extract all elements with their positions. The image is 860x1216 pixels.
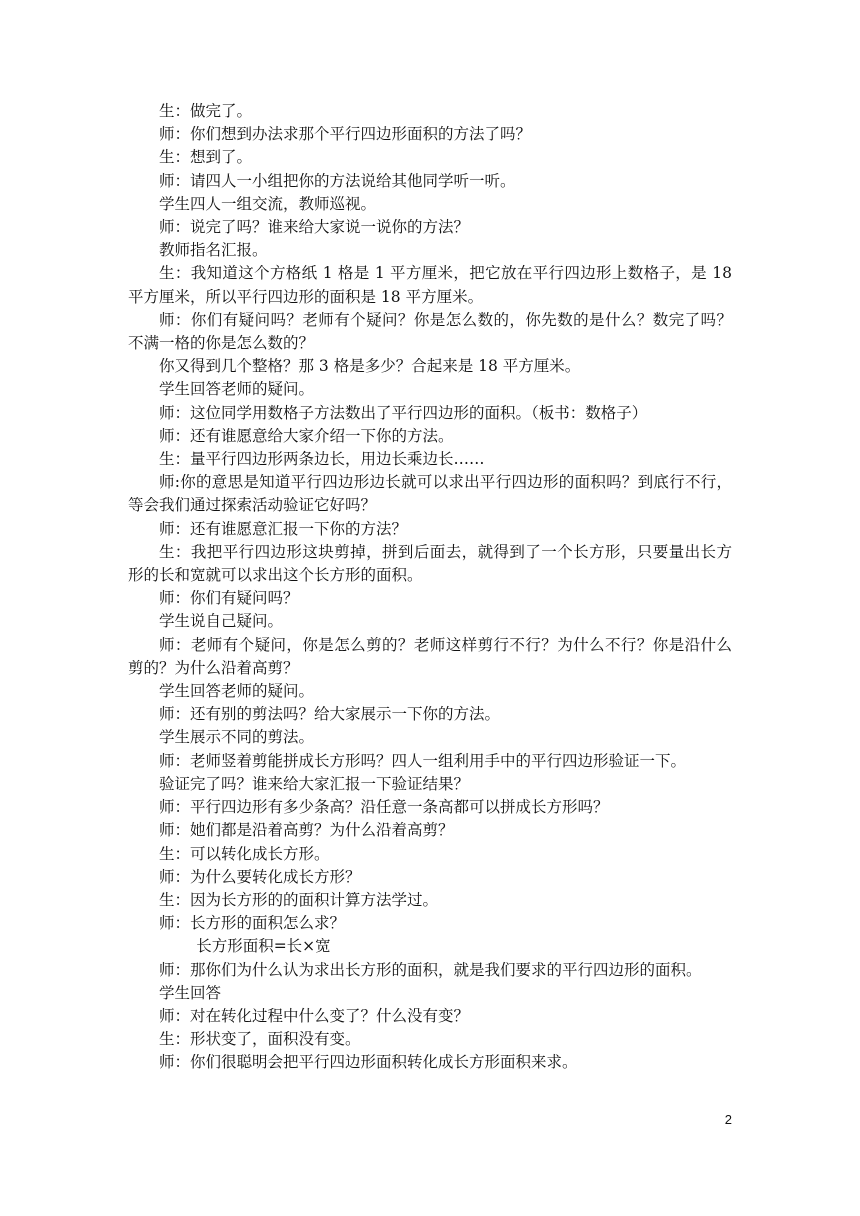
paragraph: 师：平行四边形有多少条高？沿任意一条高都可以拼成长方形吗？ — [159, 798, 609, 817]
page-number: 2 — [724, 1112, 732, 1127]
paragraph: 师：你们有疑问吗？ — [159, 589, 299, 608]
paragraph: 师：你们有疑问吗？老师有个疑问？你是怎么数的，你先数的是什么？数完了吗？不满一格的你是怎么数的？ — [128, 310, 732, 353]
paragraph: 师：为什么要转化成长方形？ — [159, 867, 361, 886]
paragraph: 师：长方形的面积怎么求？ — [159, 914, 346, 933]
paragraph: 师：请四人一小组把你的方法说给其他同学听一听。 — [159, 171, 516, 190]
formula-line: 长方形面积=长×宽 — [196, 937, 331, 956]
paragraph: 师：还有谁愿意汇报一下你的方法？ — [159, 519, 408, 538]
paragraph: 师：对在转化过程中什么变了？什么没有变？ — [159, 1006, 470, 1025]
paragraph: 师：你们想到办法求那个平行四边形面积的方法了吗？ — [159, 125, 532, 144]
paragraph: 师：还有谁愿意给大家介绍一下你的方法。 — [159, 426, 454, 445]
paragraph: 师：她们都是沿着高剪？为什么沿着高剪？ — [159, 821, 454, 840]
paragraph: 学生回答 — [159, 983, 222, 1002]
paragraph: 生：量平行四边形两条边长，用边长乘边长…… — [159, 450, 485, 469]
paragraph: 师:你的意思是知道平行四边形边长就可以求出平行四边形的面积吗？到底行不行，等会我们通过探索活动验证它好吗？ — [128, 473, 732, 515]
paragraph: 师：说完了吗？谁来给大家说一说你的方法？ — [159, 218, 470, 237]
paragraph: 学生展示不同的剪法。 — [159, 728, 315, 747]
paragraph: 教师指名汇报。 — [159, 241, 268, 260]
paragraph: 你又得到几个整格？那 3 格是多少？合起来是 18 平方厘米。 — [159, 357, 581, 376]
paragraph: 验证完了吗？谁来给大家汇报一下验证结果？ — [159, 774, 470, 793]
paragraph: 师：老师竖着剪能拼成长方形吗？四人一组利用手中的平行四边形验证一下。 — [159, 751, 687, 770]
paragraph: 生：可以转化成长方形。 — [159, 844, 330, 863]
paragraph: 师：你们很聪明会把平行四边形面积转化成长方形面积来求。 — [159, 1053, 578, 1072]
paragraph: 师：老师有个疑问，你是怎么剪的？老师这样剪行不行？为什么不行？你是沿什么剪的？为什么沿着高剪？ — [128, 635, 732, 677]
paragraph: 生：我把平行四边形这块剪掉，拼到后面去，就得到了一个长方形，只要量出长方形的长和宽就可以求出这个长方形的面积。 — [128, 542, 732, 585]
paragraph: 师：还有别的剪法吗？给大家展示一下你的方法。 — [159, 705, 501, 724]
paragraph: 学生四人一组交流，教师巡视。 — [159, 194, 377, 213]
paragraph: 学生说自己疑问。 — [159, 612, 284, 631]
paragraph: 生：想到了。 — [159, 148, 253, 167]
paragraph: 学生回答老师的疑问。 — [159, 682, 315, 701]
paragraph: 师：那你们为什么认为求出长方形的面积，就是我们要求的平行四边形的面积。 — [159, 960, 702, 979]
paragraph: 生：形状变了，面积没有变。 — [159, 1030, 361, 1049]
paragraph: 生：做完了。 — [159, 102, 253, 120]
paragraph: 学生回答老师的疑问。 — [159, 380, 315, 399]
paragraph: 师：这位同学用数格子方法数出了平行四边形的面积。（板书：数格子） — [159, 403, 648, 422]
paragraph: 生：因为长方形的的面积计算方法学过。 — [159, 890, 439, 909]
document-body — [128, 100, 732, 1075]
paragraph: 生：我知道这个方格纸 1 格是 1 平方厘米，把它放在平行四边形上数格子，是 18 平方厘米，所以平行四边形的面积是 18 平方厘米。 — [128, 264, 732, 306]
